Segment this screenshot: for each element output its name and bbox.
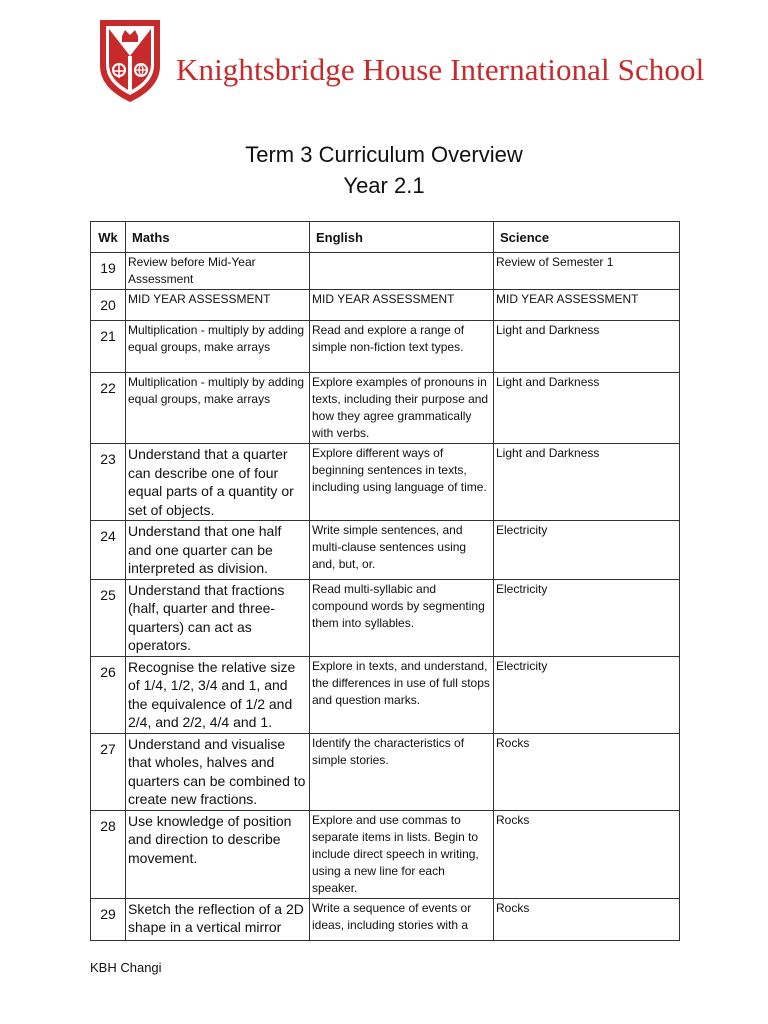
week-number-cell: 27 (91, 733, 126, 810)
table-row (91, 444, 680, 521)
school-header (96, 12, 705, 108)
curriculum-table-body (91, 253, 680, 941)
week-number-cell: 21 (91, 321, 126, 373)
curriculum-table (90, 221, 680, 941)
science-cell: Electricity (494, 521, 680, 580)
table-row (91, 290, 680, 321)
maths-cell: Review before Mid-Year Assessment (126, 253, 310, 290)
maths-cell: Multiplication - multiply by adding equal groups, make arrays (126, 373, 310, 444)
week-number-cell: 22 (91, 373, 126, 444)
maths-cell: Understand that fractions (half, quarter and three-quarters) can act as operators. (126, 579, 310, 656)
table-row (91, 579, 680, 656)
english-cell: Explore examples of pronouns in texts, including their purpose and how they agree grammatically with verbs. (310, 373, 494, 444)
english-cell: Read and explore a range of simple non-fiction text types. (310, 321, 494, 373)
science-cell: Light and Darkness (494, 373, 680, 444)
maths-cell: Multiplication - multiply by adding equal groups, make arrays (126, 321, 310, 373)
week-number-cell: 29 (91, 898, 126, 940)
english-cell: MID YEAR ASSESSMENT (310, 290, 494, 321)
week-number-cell: 24 (91, 521, 126, 580)
english-cell: Explore and use commas to separate items in lists. Begin to include direct speech in writing, using a new line for each speaker. (310, 810, 494, 898)
maths-cell: Understand that one half and one quarter can be interpreted as division. (126, 521, 310, 580)
english-cell (310, 253, 494, 290)
english-cell: Write simple sentences, and multi-clause sentences using and, but, or. (310, 521, 494, 580)
week-number-cell: 23 (91, 444, 126, 521)
table-row (91, 656, 680, 733)
document-title: Term 3 Curriculum Overview (245, 142, 523, 167)
maths-cell: MID YEAR ASSESSMENT (126, 290, 310, 321)
week-number-cell: 26 (91, 656, 126, 733)
maths-cell: Understand that a quarter can describe one of four equal parts of a quantity or set of objects. (126, 444, 310, 521)
page-footer: KBH Changi (90, 960, 162, 975)
science-cell: Rocks (494, 733, 680, 810)
science-cell: Review of Semester 1 (494, 253, 680, 290)
science-cell: MID YEAR ASSESSMENT (494, 290, 680, 321)
english-cell: Explore in texts, and understand, the differences in use of full stops and question marks. (310, 656, 494, 733)
english-cell: Explore different ways of beginning sentences in texts, including using language of time. (310, 444, 494, 521)
table-row (91, 521, 680, 580)
english-cell: Identify the characteristics of simple stories. (310, 733, 494, 810)
science-cell: Light and Darkness (494, 321, 680, 373)
science-cell: Rocks (494, 810, 680, 898)
table-row (91, 253, 680, 290)
science-cell: Electricity (494, 656, 680, 733)
english-cell: Write a sequence of events or ideas, including stories with a (310, 898, 494, 940)
week-number-cell: 28 (91, 810, 126, 898)
table-row (91, 373, 680, 444)
table-row (91, 898, 680, 940)
school-crest-logo (96, 16, 164, 104)
week-number-cell: 19 (91, 253, 126, 290)
column-header-maths: Maths (126, 222, 310, 253)
document-subtitle: Year 2.1 (343, 173, 425, 198)
table-header-row (91, 222, 680, 253)
maths-cell: Understand and visualise that wholes, halves and quarters can be combined to create new fractions. (126, 733, 310, 810)
week-number-cell: 20 (91, 290, 126, 321)
english-cell: Read multi-syllabic and compound words by segmenting them into syllables. (310, 579, 494, 656)
maths-cell: Use knowledge of position and direction to describe movement. (126, 810, 310, 898)
column-header-science: Science (494, 222, 680, 253)
table-row (91, 733, 680, 810)
school-name: Knightsbridge House International School (176, 52, 705, 87)
table-row (91, 321, 680, 373)
column-header-english: English (310, 222, 494, 253)
science-cell: Rocks (494, 898, 680, 940)
week-number-cell: 25 (91, 579, 126, 656)
maths-cell: Sketch the reflection of a 2D shape in a vertical mirror (126, 898, 310, 940)
maths-cell: Recognise the relative size of 1/4, 1/2, 3/4 and 1, and the equivalence of 1/2 and 2/4, and 2/2, 4/4 and 1. (126, 656, 310, 733)
column-header-week: Wk (91, 222, 126, 253)
science-cell: Light and Darkness (494, 444, 680, 521)
science-cell: Electricity (494, 579, 680, 656)
table-row (91, 810, 680, 898)
